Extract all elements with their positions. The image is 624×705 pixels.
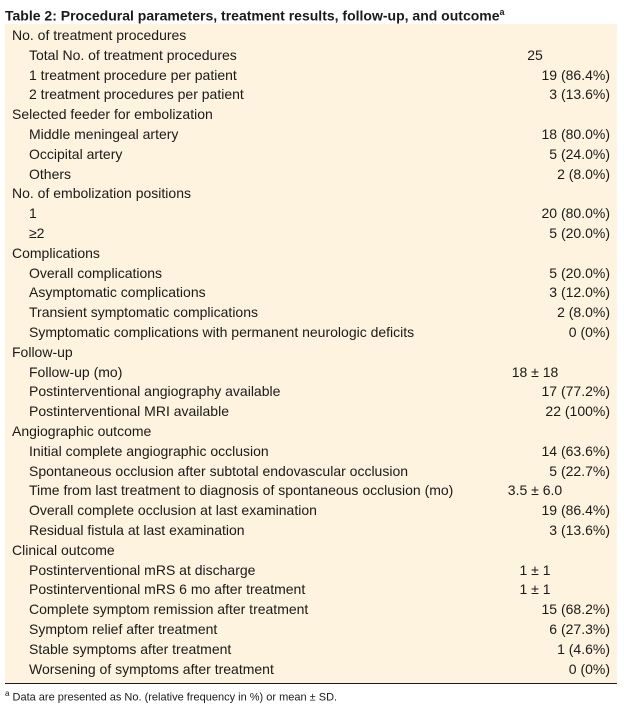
row-value: 19 (86.4%) [541,66,610,83]
table-row [5,224,617,244]
table-row [5,283,617,303]
row-value: 3 (13.6%) [549,86,610,103]
table-row [5,580,617,600]
row-value: 0 (0%) [568,660,610,677]
table-row [5,363,617,383]
table-row [5,442,617,462]
row-label: Follow-up (mo) [29,363,123,380]
section-header-label: Complications [12,244,100,261]
section-header-row [5,541,617,561]
row-label: Others [29,165,72,182]
table-row [5,462,617,482]
section-header-label: No. of treatment procedures [12,27,187,43]
row-value: 2 (8.0%) [557,304,610,321]
row-value: 22 (100%) [545,403,610,420]
row-label: Occipital artery [29,145,123,162]
row-label: Residual fistula at last examination [29,522,245,538]
row-label: 1 treatment procedure per patient [29,66,237,83]
table-row [5,402,617,422]
row-label: Symptom relief after treatment [29,621,218,637]
row-value: 14 (63.6%) [541,442,610,459]
footnote-marker: a [5,689,10,698]
table-bottom-rule [5,683,617,684]
row-label: Overall complications [29,264,163,281]
table-row [5,481,617,501]
row-value: 5 (24.0%) [549,145,610,162]
row-value: 5 (20.0%) [549,225,610,241]
title-footnote-marker: a [499,7,505,17]
row-value: 5 (22.7%) [549,462,610,479]
row-label: Initial complete angiographic occlusion [29,442,269,459]
table-row [5,125,617,145]
table-row [5,382,617,402]
table-row [5,145,617,165]
table-row [5,85,617,105]
row-value: 17 (77.2%) [541,383,610,400]
table-title-text: Table 2: Procedural parameters, treatment results, follow-up, and outcome [5,7,500,24]
row-label: Time from last treatment to diagnosis of spontaneous occlusion (mo) [29,482,454,499]
row-label: 2 treatment procedures per patient [29,86,244,103]
table-row [5,204,617,224]
row-label: Overall complete occlusion at last examination [29,502,317,519]
row-label: Postinterventional mRS 6 mo after treatment [29,581,306,598]
section-header-row [5,343,617,363]
row-value: 1 ± 1 [519,561,551,578]
row-value: 20 (80.0%) [541,205,610,222]
row-label: Middle meningeal artery [29,126,179,142]
table-row [5,323,617,343]
table-row [5,165,617,185]
section-header-label: Angiographic outcome [12,423,152,439]
table-body [5,24,617,683]
row-label: Transient symptomatic complications [29,304,259,321]
row-value: 19 (86.4%) [541,502,610,519]
table-row [5,660,617,680]
table-row [5,561,617,581]
section-header-row [5,26,617,46]
table-row [5,640,617,660]
row-label: Stable symptoms after treatment [29,640,232,657]
row-label: Asymptomatic complications [29,284,206,301]
table-footnote [5,687,617,705]
section-header-row [5,422,617,442]
row-value: 18 ± 18 [511,363,559,380]
row-value: 15 (68.2%) [541,601,610,618]
row-label: Symptomatic complications with permanent neurologic deficits [29,324,415,340]
row-value: 2 (8.0%) [557,165,610,182]
row-value: 3.5 ± 6.0 [507,482,563,499]
section-header-label: Selected feeder for embolization [12,106,213,123]
section-header-label: Follow-up [12,343,73,360]
section-header-label: No. of embolization positions [12,185,191,202]
table-row [5,620,617,640]
section-header-row [5,105,617,125]
row-value: 3 (13.6%) [549,522,610,538]
row-value: 18 (80.0%) [541,126,610,142]
table-row [5,501,617,521]
row-value: 3 (12.0%) [549,284,610,301]
row-value: 1 ± 1 [519,581,551,598]
row-label: Postinterventional mRS at discharge [29,561,256,578]
row-label: 1 [29,205,37,222]
table-row [5,46,617,66]
row-value: 6 (27.3%) [549,621,610,637]
table-row [5,303,617,323]
row-label: Spontaneous occlusion after subtotal endovascular occlusion [29,462,409,479]
row-label: Postinterventional angiography available [29,383,281,400]
row-label: Total No. of treatment procedures [29,46,237,63]
table-row [5,264,617,284]
row-label: ≥2 [29,225,45,241]
table-row [5,66,617,86]
section-header-label: Clinical outcome [12,541,115,558]
row-label: Worsening of symptoms after treatment [29,660,274,677]
section-header-row [5,184,617,204]
row-value: 1 (4.6%) [557,640,610,657]
footnote-text: Data are presented as No. (relative frequency in %) or mean ± SD. [12,691,338,704]
row-label: Postinterventional MRI available [29,403,229,420]
table-row [5,521,617,541]
section-header-row [5,244,617,264]
row-value: 5 (20.0%) [549,264,610,281]
row-value: 0 (0%) [568,324,610,340]
table-row [5,600,617,620]
row-label: Complete symptom remission after treatment [29,601,309,618]
row-value: 25 [527,46,543,63]
